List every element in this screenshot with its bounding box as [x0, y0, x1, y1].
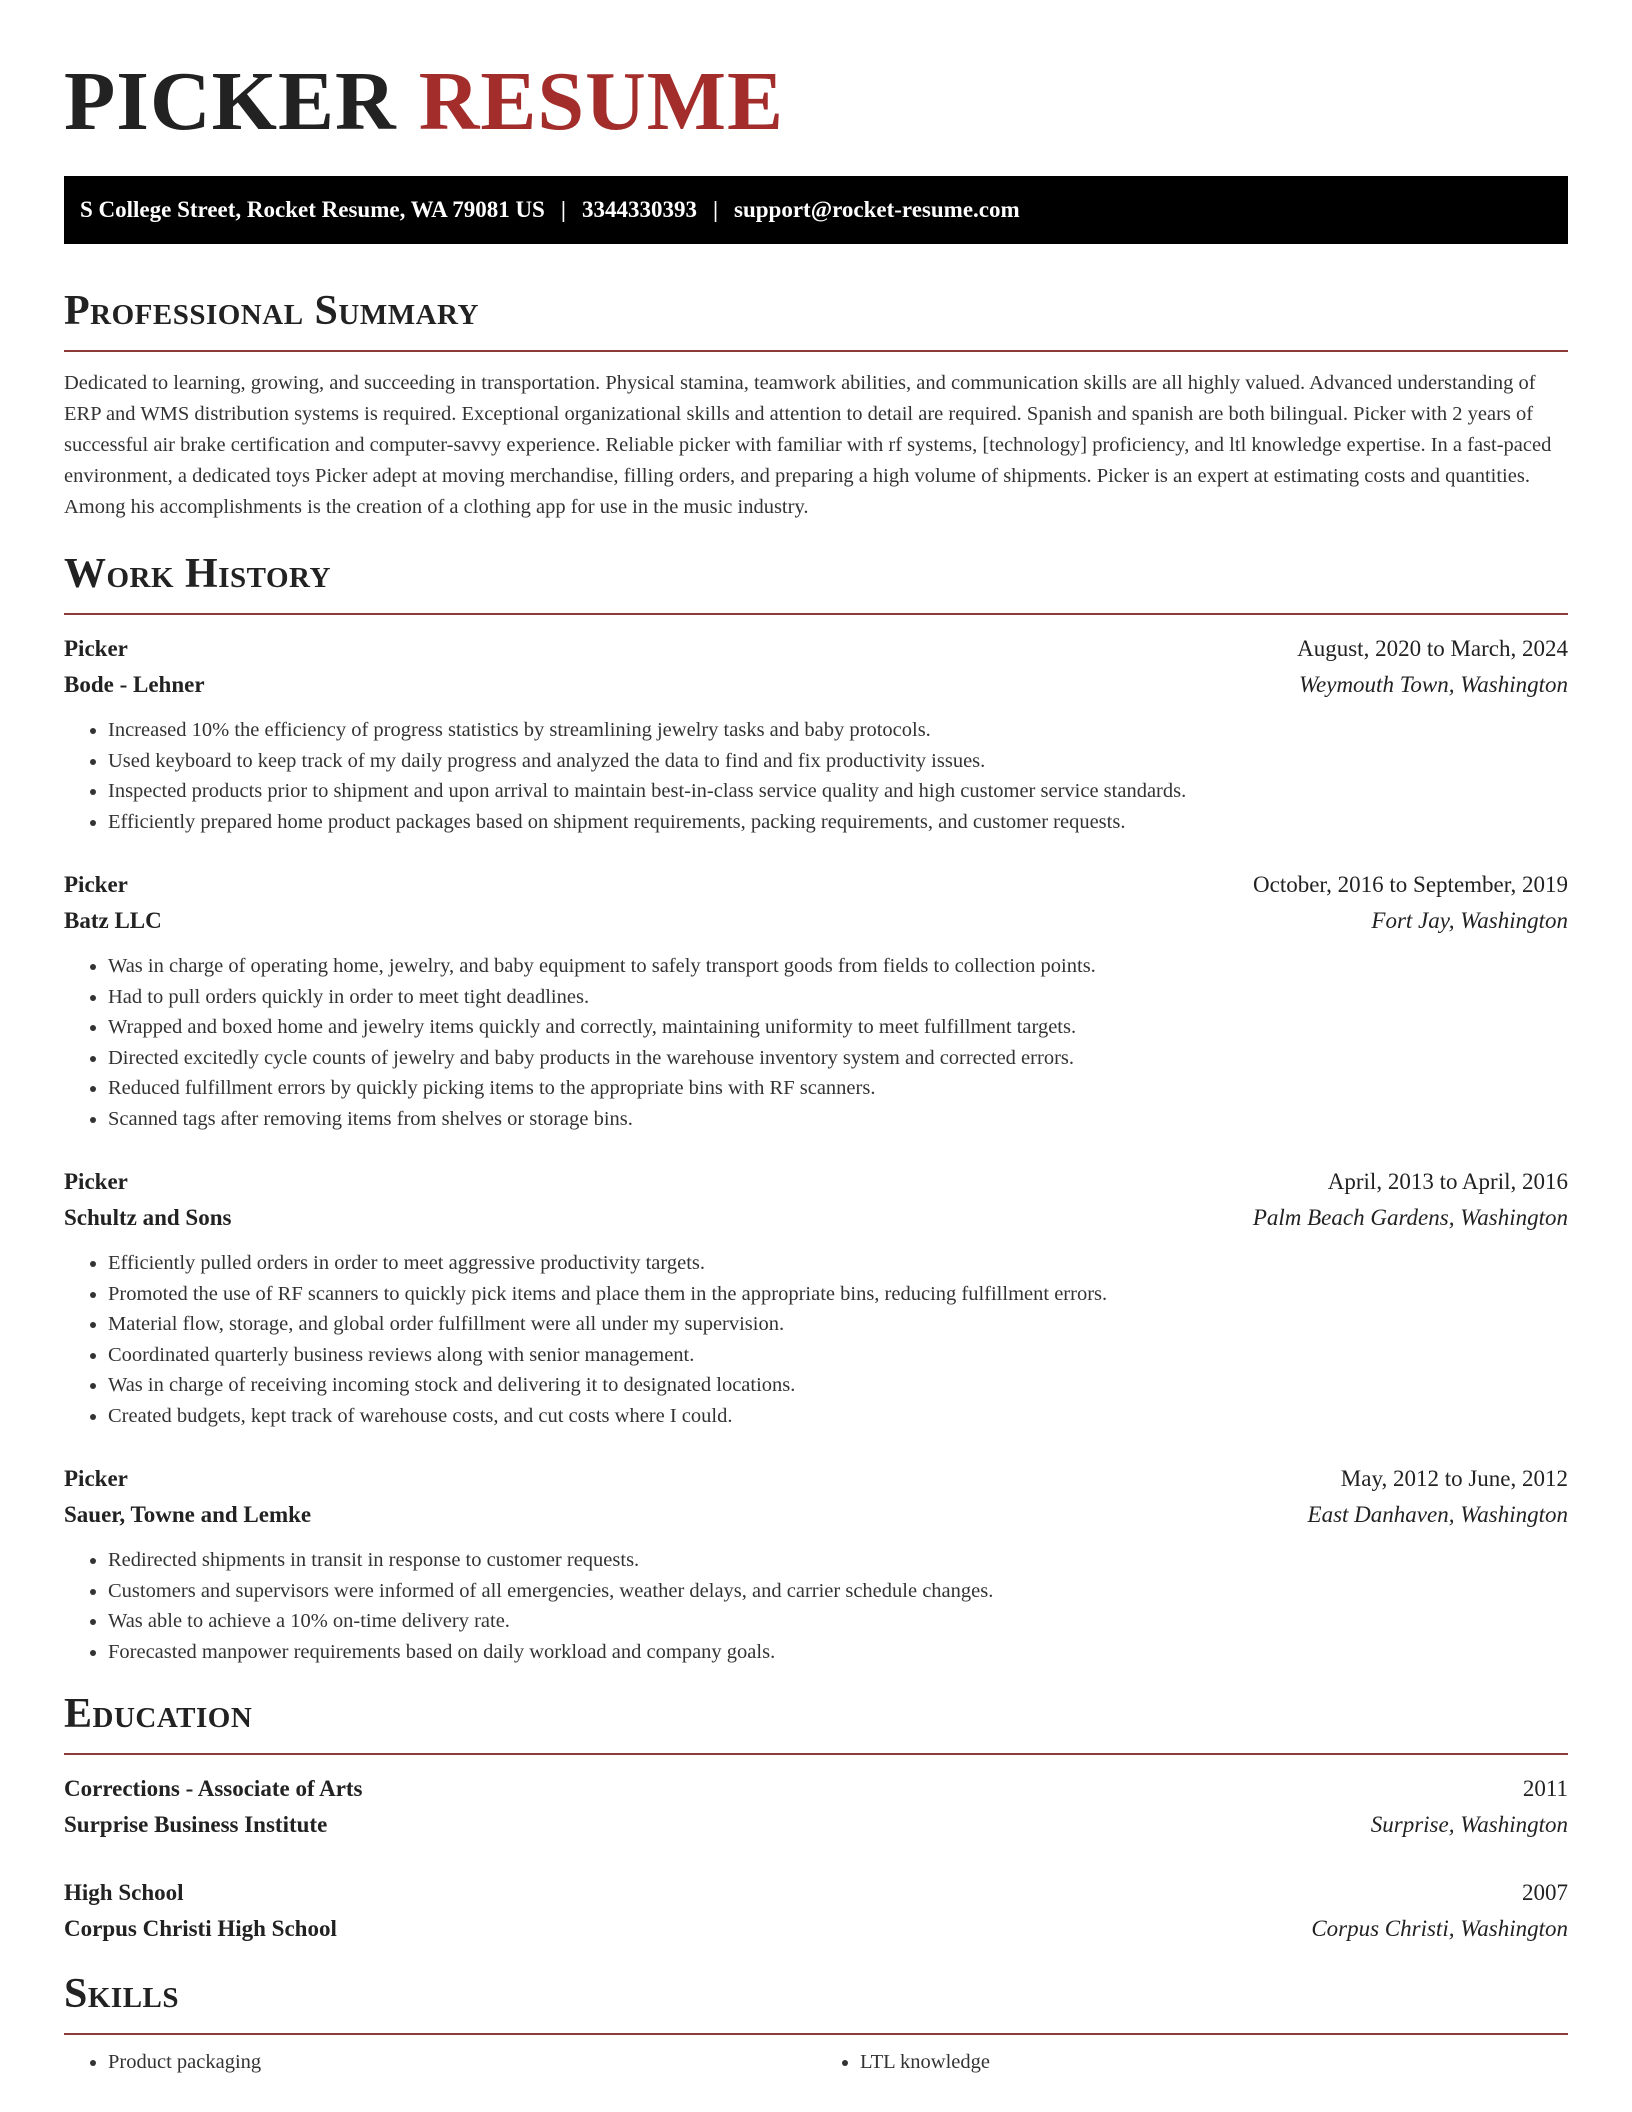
contact-address: S College Street, Rocket Resume, WA 79081 US [80, 197, 545, 222]
job-dates: October, 2016 to September, 2019 [1253, 872, 1568, 897]
skills-section [64, 1969, 1568, 2078]
job-bullet: • Directed excitedly cycle counts of jewelry and baby products in the warehouse inventory system and corrected errors. [108, 1043, 1568, 1074]
job-entry [64, 1461, 1568, 1667]
job-bullet: • Was in charge of receiving incoming stock and delivering it to designated locations. [108, 1370, 1568, 1401]
skill-item: • LTL knowledge [860, 2047, 1568, 2078]
section-heading-education: Education [64, 1691, 253, 1737]
contact-phone[interactable]: 3344330393 [581, 197, 697, 222]
education-entry [64, 1771, 1568, 1843]
resume-title [64, 56, 1568, 148]
job-bullet: • Scanned tags after removing items from shelves or storage bins. [108, 1104, 1568, 1135]
job-title: Picker [64, 1466, 128, 1491]
job-bullet: • Used keyboard to keep track of my daily progress and analyzed the data to find and fix productivity issues. [108, 746, 1568, 777]
job-bullet-list [64, 1248, 1568, 1431]
job-title: Picker [64, 636, 128, 661]
education-section [64, 1689, 1568, 1947]
education-location: Surprise, Washington [1370, 1812, 1568, 1837]
education-location: Corpus Christi, Washington [1311, 1916, 1568, 1941]
contact-bar [64, 176, 1568, 244]
job-bullet: • Increased 10% the efficiency of progress statistics by streamlining jewelry tasks and baby protocols. [108, 715, 1568, 746]
job-dates: May, 2012 to June, 2012 [1340, 1466, 1568, 1491]
job-company-row [64, 903, 1568, 939]
section-heading-work-history: Work History [64, 551, 331, 597]
job-bullet: • Material flow, storage, and global order fulfillment were all under my supervision. [108, 1309, 1568, 1340]
job-bullet: • Redirected shipments in transit in response to customer requests. [108, 1545, 1568, 1576]
job-location: East Danhaven, Washington [1307, 1502, 1568, 1527]
job-company: Sauer, Towne and Lemke [64, 1502, 312, 1527]
contact-separator: | [560, 197, 566, 222]
job-location: Weymouth Town, Washington [1298, 672, 1568, 697]
contact-email[interactable]: support@rocket-resume.com [734, 197, 1020, 222]
work-history-section [64, 549, 1568, 1667]
job-bullet: • Promoted the use of RF scanners to quickly pick items and place them in the appropriate bins, reducing fulfillment errors. [108, 1279, 1568, 1310]
section-divider [64, 350, 1568, 352]
job-bullet-list [64, 951, 1568, 1134]
skills-columns [64, 2035, 1568, 2078]
section-divider [64, 1753, 1568, 1755]
job-header-row [64, 867, 1568, 903]
job-company-row [64, 667, 1568, 703]
section-heading-summary: Professional Summary [64, 288, 479, 334]
job-bullet: • Reduced fulfillment errors by quickly picking items to the appropriate bins with RF scanners. [108, 1073, 1568, 1104]
job-bullet: • Created budgets, kept track of warehouse costs, and cut costs where I could. [108, 1401, 1568, 1432]
section-divider [64, 613, 1568, 615]
job-entry [64, 631, 1568, 837]
skill-item: • Product packaging [108, 2047, 816, 2078]
job-bullet: • Efficiently prepared home product packages based on shipment requirements, packing requirements, and customer requests. [108, 807, 1568, 838]
education-degree: High School [64, 1880, 184, 1905]
summary-section [64, 286, 1568, 523]
job-bullet: • Was in charge of operating home, jewelry, and baby equipment to safely transport goods from fields to collection points. [108, 951, 1568, 982]
title-accent-word: RESUME [418, 55, 785, 148]
job-header-row [64, 1164, 1568, 1200]
education-year: 2011 [1522, 1776, 1568, 1801]
education-school-row [64, 1911, 1568, 1947]
contact-separator: | [712, 197, 719, 222]
education-school: Corpus Christi High School [64, 1916, 337, 1941]
job-header-row [64, 1461, 1568, 1497]
job-title: Picker [64, 872, 128, 897]
education-degree-row [64, 1875, 1568, 1911]
job-bullet: • Was able to achieve a 10% on-time delivery rate. [108, 1606, 1568, 1637]
job-company: Schultz and Sons [64, 1205, 232, 1230]
education-entry [64, 1875, 1568, 1947]
job-company-row [64, 1497, 1568, 1533]
job-bullet: • Forecasted manpower requirements based on daily workload and company goals. [108, 1637, 1568, 1668]
education-degree-row [64, 1771, 1568, 1807]
section-heading-skills: Skills [64, 1971, 180, 2017]
job-dates: August, 2020 to March, 2024 [1297, 636, 1568, 661]
job-bullet: • Inspected products prior to shipment and upon arrival to maintain best-in-class service quality and high customer service standards. [108, 776, 1568, 807]
job-company-row [64, 1200, 1568, 1236]
job-bullet: • Coordinated quarterly business reviews along with senior management. [108, 1340, 1568, 1371]
job-company: Batz LLC [64, 908, 162, 933]
skills-list-left [64, 2047, 816, 2078]
education-school: Surprise Business Institute [64, 1812, 328, 1837]
education-degree: Corrections - Associate of Arts [64, 1776, 363, 1801]
job-company: Bode - Lehner [64, 672, 205, 697]
job-header-row [64, 631, 1568, 667]
job-bullet-list [64, 1545, 1568, 1667]
job-dates: April, 2013 to April, 2016 [1327, 1169, 1568, 1194]
job-bullet: • Efficiently pulled orders in order to meet aggressive productivity targets. [108, 1248, 1568, 1279]
job-entry [64, 867, 1568, 1134]
job-title: Picker [64, 1169, 128, 1194]
job-bullet: • Customers and supervisors were informed of all emergencies, weather delays, and carrier schedule changes. [108, 1576, 1568, 1607]
job-bullet: • Wrapped and boxed home and jewelry items quickly and correctly, maintaining uniformity to meet fulfillment targets. [108, 1012, 1568, 1043]
summary-text: Dedicated to learning, growing, and succeeding in transportation. Physical stamina, teamwork abilities, and communication skills are all highly valued. Advanced understanding of ERP and WMS distribution systems is required. Exceptional organizational skills and attention to detail are required. Spanish and spanish are both bilingual. Picker with 2 years of successful air brake certification and computer-savvy experience. Reliable picker with familiar with rf systems, [technology] proficiency, and ltl knowledge expertise. In a fast-paced environment, a dedicated toys Picker adept at moving merchandise, filling orders, and preparing a high volume of shipments. Picker is an expert at estimating costs and quantities. Among his accomplishments is the creation of a clothing app for use in the music industry. [64, 372, 1552, 518]
job-location: Palm Beach Gardens, Washington [1252, 1205, 1568, 1230]
job-bullet: • Had to pull orders quickly in order to meet tight deadlines. [108, 982, 1568, 1013]
education-school-row [64, 1807, 1568, 1843]
job-entry [64, 1164, 1568, 1431]
skills-list-right [816, 2047, 1568, 2078]
education-year: 2007 [1522, 1880, 1568, 1905]
title-first-word: PICKER [64, 55, 397, 148]
job-bullet-list [64, 715, 1568, 837]
job-location: Fort Jay, Washington [1371, 908, 1568, 933]
